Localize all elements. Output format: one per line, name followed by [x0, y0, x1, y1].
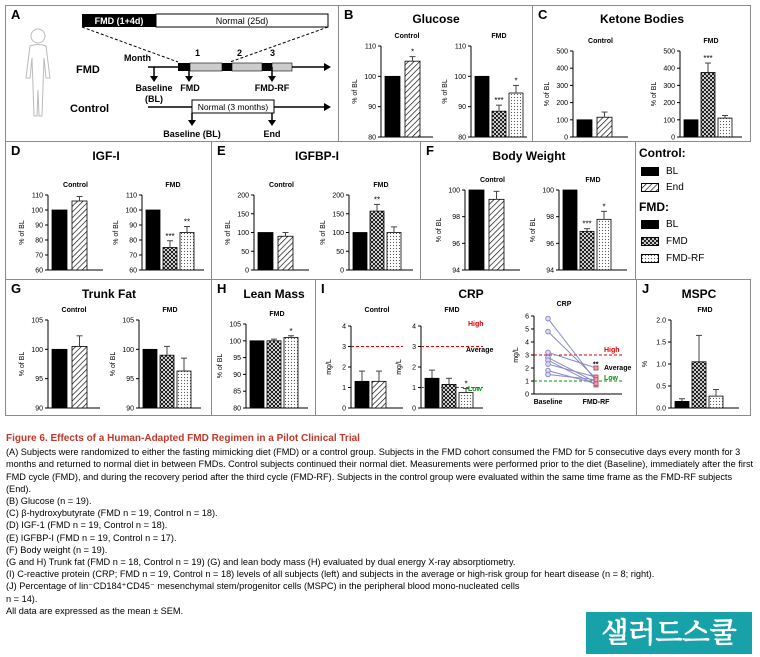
average-label: Average [604, 365, 632, 372]
y-tick-label: 100 [332, 230, 344, 237]
bar [442, 384, 456, 408]
y-tick-label: 400 [663, 65, 675, 73]
y-tick-label: 1 [525, 378, 529, 386]
figure-legend [639, 144, 759, 279]
y-axis-label: mg/L [326, 359, 333, 375]
human-figure-icon [26, 29, 50, 116]
group-label: FMD [269, 311, 285, 318]
y-tick-label: 0 [340, 267, 344, 275]
bar [692, 362, 706, 408]
body-weight-chart [421, 142, 637, 281]
y-axis-label: % of BL [19, 351, 26, 377]
y-tick-label: 90 [35, 405, 43, 413]
y-tick-label: 110 [454, 43, 466, 51]
panel-e [211, 141, 421, 280]
y-tick-label: 96 [452, 240, 460, 248]
y-tick-label: 400 [556, 65, 568, 73]
ketone-chart [533, 6, 752, 143]
chart-title: Trunk Fat [81, 287, 137, 301]
bar [278, 236, 293, 270]
fmd-group-label: FMD [76, 64, 100, 76]
group-label: FMD [697, 307, 713, 314]
average-label: Average [466, 347, 494, 354]
control-normal-label: Normal (3 months) [197, 102, 269, 112]
y-tick-label: 90 [233, 371, 241, 379]
significance-marker: *** [582, 219, 592, 229]
bar [475, 76, 489, 137]
bar [492, 111, 506, 137]
group-label: FMD [703, 38, 719, 45]
mspc-chart [637, 280, 752, 417]
bar [577, 120, 592, 137]
high-label: High [468, 321, 484, 328]
y-tick-label: 200 [556, 100, 568, 108]
y-tick-label: 50 [241, 248, 249, 256]
y-axis-label: % of BL [320, 220, 327, 245]
bar [459, 393, 473, 408]
y-tick-label: 200 [237, 192, 249, 200]
y-axis-label: % of BL [217, 353, 224, 379]
data-point [594, 382, 598, 386]
bar [180, 233, 194, 271]
panel-label: D [11, 143, 21, 158]
bar [580, 231, 594, 270]
chart-title: CRP [458, 287, 484, 301]
group-label: Control [394, 33, 420, 40]
chart-title: IGFBP-I [295, 149, 339, 163]
group-label: FMD [373, 182, 389, 189]
y-tick-label: 98 [546, 214, 554, 222]
study-design-schematic [6, 6, 340, 143]
caption-line: (F) Body weight (n = 19). [6, 544, 108, 555]
y-tick-label: 95 [233, 355, 241, 363]
bar [469, 190, 484, 270]
y-tick-label: 80 [368, 134, 376, 142]
y-tick-label: 96 [546, 240, 554, 248]
figure-caption [6, 433, 754, 617]
y-tick-label: 80 [233, 405, 241, 413]
y-tick-label: 100 [663, 117, 675, 125]
panel-label: J [642, 281, 650, 296]
bl-label: (BL) [145, 94, 163, 104]
y-tick-label: 100 [448, 187, 460, 195]
bar [489, 199, 504, 270]
baseline-label: Baseline [135, 83, 173, 93]
caption-line: (C) β-hydroxybutyrate (FMD n = 19, Control n = 18). [6, 508, 218, 519]
y-tick-label: 200 [663, 100, 675, 108]
trunk-fat-chart [6, 280, 213, 417]
y-tick-label: 1 [412, 385, 416, 392]
y-tick-label: 0 [412, 405, 416, 413]
significance-marker: * [602, 202, 606, 212]
y-tick-label: 85 [233, 388, 241, 396]
y-axis-label: % of BL [436, 217, 443, 243]
y-tick-label: 0 [564, 134, 568, 142]
fmd-bar-label: FMD (1+4d) [94, 16, 144, 26]
legend-label: FMD [666, 236, 688, 247]
y-tick-label: 100 [31, 207, 43, 215]
legend-fmd-title: FMD: [639, 200, 669, 214]
y-tick-label: 50 [336, 248, 344, 256]
swatch-black [641, 220, 659, 229]
y-tick-label: 105 [229, 321, 241, 329]
y-tick-label: 1.5 [656, 339, 666, 347]
chart-title: Glucose [412, 12, 460, 26]
y-tick-label: 500 [663, 48, 675, 56]
month-label: Month [124, 53, 151, 63]
y-tick-label: 110 [125, 192, 137, 200]
y-axis-label: % of BL [352, 79, 359, 104]
y-tick-label: 200 [332, 192, 344, 200]
significance-marker: * [410, 47, 415, 57]
panel-label: F [426, 143, 434, 158]
bar [353, 233, 367, 271]
bar [701, 73, 715, 138]
y-tick-label: 100 [556, 117, 568, 125]
significance-marker: *** [165, 231, 175, 241]
y-axis-label: % of BL [544, 81, 551, 107]
low-label: Low [468, 386, 482, 393]
bar [52, 349, 67, 408]
subchart-title: CRP [556, 301, 572, 308]
y-tick-label: 4 [342, 323, 346, 331]
y-tick-label: 300 [663, 82, 675, 90]
y-tick-label: 110 [31, 192, 43, 200]
significance-marker: * [289, 326, 293, 336]
y-tick-label: 90 [129, 222, 137, 230]
y-axis-label: % of BL [110, 351, 117, 377]
y-tick-label: 60 [129, 267, 137, 275]
significance-marker: ** [183, 217, 191, 227]
y-tick-label: 150 [237, 211, 249, 219]
bar [250, 341, 264, 408]
y-tick-label: 90 [458, 104, 466, 112]
bar [72, 201, 87, 270]
y-tick-label: 98 [452, 214, 460, 222]
caption-line: All data are expressed as the mean ± SEM. [6, 605, 184, 616]
y-tick-label: 90 [368, 104, 376, 112]
watermark-badge: 샐러드스쿨 [586, 612, 752, 654]
panel-label: H [217, 281, 227, 296]
chart-title: Ketone Bodies [599, 12, 685, 26]
significance-marker: *** [494, 96, 504, 106]
y-tick-label: 100 [31, 346, 43, 354]
chart-title: Body Weight [492, 149, 566, 163]
swatch-black [641, 167, 659, 176]
group-label: FMD [491, 33, 507, 40]
bar [387, 233, 401, 271]
data-point [546, 350, 551, 355]
bar [509, 93, 523, 137]
legend-label: FMD-RF [666, 253, 705, 264]
y-tick-label: 0.5 [656, 383, 666, 391]
fmdrf-point-label: FMD-RF [254, 83, 290, 93]
bar [563, 190, 577, 270]
y-tick-label: 4 [525, 339, 529, 347]
legend-fmd [641, 236, 688, 247]
y-axis-label: % of BL [225, 220, 232, 245]
bar [684, 120, 698, 137]
panel-c [532, 5, 751, 142]
y-tick-label: 3 [342, 344, 346, 351]
panel-i [315, 279, 637, 416]
fmd-point-label: FMD [180, 83, 200, 93]
y-tick-label: 110 [364, 43, 376, 51]
bar [372, 381, 386, 408]
y-tick-label: 0 [245, 267, 249, 275]
y-tick-label: 100 [237, 230, 249, 237]
bar [385, 76, 400, 137]
y-tick-label: 150 [332, 211, 344, 219]
bar [284, 337, 298, 408]
y-tick-label: 95 [126, 376, 134, 384]
y-tick-label: 6 [525, 313, 529, 321]
cycle-2: 2 [237, 48, 243, 58]
y-tick-label: 0 [525, 391, 529, 399]
group-label: Control [61, 307, 87, 314]
data-point [594, 378, 598, 382]
bar [177, 371, 191, 408]
glucose-chart [339, 6, 534, 143]
chart-title: MSPC [681, 287, 717, 301]
significance-marker: ** [593, 361, 599, 369]
y-tick-label: 94 [452, 267, 460, 275]
cycle-3: 3 [270, 48, 276, 58]
y-tick-label: 0.0 [656, 405, 666, 413]
y-tick-label: 80 [129, 237, 137, 245]
y-tick-label: 95 [35, 376, 43, 384]
bar [160, 355, 174, 408]
caption-line: (J) Percentage of lin⁻CD184⁺CD45⁻ mesenchymal stem/progenitor cells (MSPC) in the peripheral blood mono-nucleated cells [6, 581, 520, 592]
significance-marker: ** [373, 195, 381, 205]
panel-label: A [11, 7, 21, 22]
y-tick-label: 2 [342, 364, 346, 372]
panel-b [338, 5, 533, 142]
group-label: FMD [162, 307, 178, 314]
panel-d [5, 141, 212, 280]
high-label: High [604, 347, 620, 354]
y-axis-label: % of BL [530, 217, 537, 243]
bar [267, 341, 281, 408]
legend-fmd-bl [641, 219, 678, 230]
bar [163, 248, 177, 271]
bar [52, 210, 67, 270]
legend-label: End [666, 182, 684, 193]
panel-label: C [538, 7, 548, 22]
x-tick-label: Baseline [533, 399, 563, 406]
igfbp1-chart [212, 142, 422, 281]
control-end-label: End [263, 129, 281, 139]
x-tick-label: FMD-RF [582, 399, 610, 406]
y-tick-label: 100 [542, 187, 554, 195]
y-axis-label: % [642, 360, 649, 368]
y-tick-label: 1.0 [656, 361, 666, 369]
crp-chart [316, 280, 638, 417]
group-label: FMD [165, 182, 181, 189]
data-point [546, 329, 551, 334]
y-tick-label: 5 [525, 326, 529, 334]
y-tick-label: 4 [412, 323, 416, 331]
panel-label: I [321, 281, 325, 296]
data-point [546, 372, 551, 377]
y-tick-label: 3 [412, 344, 416, 351]
caption-line: n = 14). [6, 593, 38, 604]
bar [355, 381, 369, 408]
data-point [546, 316, 551, 321]
group-label: FMD [585, 177, 601, 184]
group-label: Control [63, 182, 88, 189]
swatch-hatched [641, 183, 659, 192]
bar [370, 211, 384, 270]
y-axis-label: % of BL [113, 220, 120, 245]
bar [597, 219, 611, 270]
bar [258, 233, 273, 271]
control-group-label: Control [70, 103, 110, 115]
panel-j [636, 279, 751, 416]
legend-control-title: Control: [639, 146, 686, 160]
y-tick-label: 3 [525, 352, 529, 360]
y-axis-label: % of BL [19, 220, 26, 245]
y-tick-label: 2 [412, 364, 416, 372]
normal-bar-label: Normal (25d) [215, 16, 269, 26]
y-tick-label: 90 [35, 222, 43, 230]
bar [72, 346, 87, 408]
y-tick-label: 300 [556, 82, 568, 90]
y-tick-label: 94 [546, 267, 554, 275]
y-tick-label: 60 [35, 267, 43, 275]
y-tick-label: 100 [454, 73, 466, 81]
y-tick-label: 90 [126, 405, 134, 413]
group-label: Control [480, 177, 505, 184]
y-tick-label: 80 [35, 237, 43, 245]
caption-line: (G and H) Trunk fat (FMD n = 18, Control n = 19) (G) and lean body mass (H) evaluated by dual energy X-ray absorptiometry. [6, 557, 516, 568]
panel-h [211, 279, 316, 416]
significance-marker: * [514, 76, 518, 86]
chart-title: Lean Mass [243, 287, 305, 301]
legend-fmd-rf [641, 253, 704, 264]
y-tick-label: 100 [229, 338, 241, 346]
caption-line: (E) IGFBP-I (FMD n = 19, Control n = 17). [6, 532, 177, 543]
bar [709, 396, 723, 408]
y-tick-label: 500 [556, 48, 568, 56]
y-axis-label: % of BL [442, 79, 449, 104]
bar [146, 210, 160, 270]
bar [597, 117, 612, 137]
y-tick-label: 105 [122, 317, 134, 325]
y-tick-label: 100 [122, 346, 134, 354]
panel-g [5, 279, 212, 416]
bar [405, 61, 420, 137]
chart-title: IGF-I [92, 149, 120, 163]
lean-mass-chart [212, 280, 317, 417]
bar [143, 349, 157, 408]
y-tick-label: 2.0 [656, 317, 666, 325]
y-tick-label: 105 [31, 317, 43, 325]
y-axis-label: mg/L [513, 347, 520, 363]
legend-label: BL [666, 166, 679, 177]
significance-marker: * [464, 379, 468, 389]
panel-f [420, 141, 636, 280]
caption-line: (A) Subjects were randomized to either the fasting mimicking diet (FMD) or a control group. Subjects in the FMD cohort consumed the FMD for 5 consecutive days every month for 3 months and returned to normal diet in between FMDs. Control subjects continued their normal diet. Measurements were performed prior to the diet (Baseline), immediately after the first FMD cycle (FMD), and during the recovery period after the third cycle (FMD-RF). Subjects in the control group were evaluated within the same time frame as the FMD-RF subjects (End). [6, 447, 754, 494]
y-axis-label: mg/L [396, 359, 403, 375]
panel-label: E [217, 143, 226, 158]
legend-label: BL [666, 219, 679, 230]
caption-line: (B) Glucose (n = 19). [6, 496, 92, 507]
bar [718, 118, 732, 137]
group-label: Control [588, 38, 613, 45]
group-label: Control [364, 307, 390, 314]
y-tick-label: 70 [129, 252, 137, 260]
group-label: Control [269, 182, 294, 189]
control-baseline-label: Baseline (BL) [163, 129, 221, 139]
y-tick-label: 100 [364, 73, 376, 81]
y-axis-label: % of BL [651, 81, 658, 107]
bar [675, 401, 689, 408]
y-tick-label: 0 [342, 405, 346, 413]
y-tick-label: 1 [342, 385, 346, 392]
y-tick-label: 70 [35, 252, 43, 260]
swatch-cross [641, 237, 659, 246]
panel-a [5, 5, 339, 142]
caption-line: (D) IGF-1 (FMD n = 19, Control n = 18). [6, 520, 168, 531]
y-tick-label: 2 [525, 365, 529, 373]
caption-title: Figure 6. Effects of a Human-Adapted FMD Regimen in a Pilot Clinical Trial [6, 433, 360, 444]
legend-control-bl [641, 166, 678, 177]
caption-line: (I) C-reactive protein (CRP; FMD n = 19, Control n = 18) levels of all subjects (left) and subjects in the average or high-risk group for heart disease (n = 8; right). [6, 569, 655, 580]
y-tick-label: 100 [125, 207, 137, 215]
cycle-1: 1 [195, 48, 201, 58]
legend-control-end [641, 182, 684, 193]
panel-label: G [11, 281, 22, 296]
panel-label: B [344, 7, 354, 22]
group-label: FMD [444, 307, 460, 314]
y-tick-label: 80 [458, 134, 466, 142]
low-label: Low [604, 375, 618, 382]
fmd-cycle-blocks [178, 63, 292, 71]
bar [425, 378, 439, 408]
swatch-dotted [641, 254, 659, 263]
igf1-chart [6, 142, 213, 281]
data-point [546, 362, 551, 367]
y-tick-label: 0 [671, 134, 675, 142]
significance-marker: *** [703, 54, 713, 64]
